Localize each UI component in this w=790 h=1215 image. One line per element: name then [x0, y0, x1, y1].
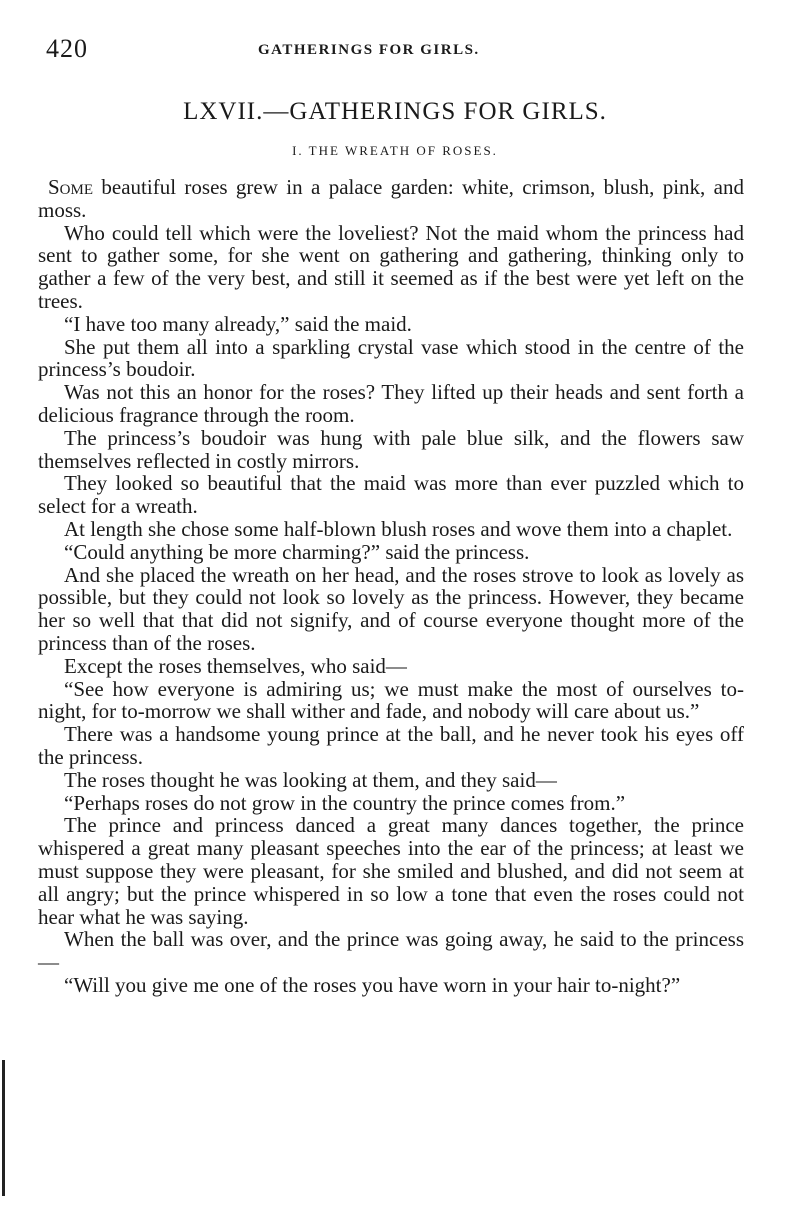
paragraph: “See how everyone is admiring us; we must make the most of ourselves to-night, for to-morrow we shall wither and fade, and nobody will care about us.” — [38, 676, 744, 724]
paragraph: They looked so beautiful that the maid was more than ever puzzled which to select for a wreath. — [38, 471, 744, 519]
body-text — [38, 176, 744, 997]
paragraph: The roses thought he was looking at them, and they said— — [64, 767, 557, 792]
chapter-title: LXVII.—GATHERINGS FOR GIRLS. — [183, 98, 607, 125]
paragraph — [38, 176, 744, 222]
paragraph: The princess’s boudoir was hung with pale blue silk, and the flowers saw themselves reflected in costly mirrors. — [38, 425, 744, 473]
paragraph: And she placed the wreath on her head, and the roses strove to look as lovely as possible, but they could not look so lovely as the princess. However, they became her so well that that did not signify, and of course everyone thought more of the princess than of the roses. — [38, 562, 744, 655]
paragraph: Who could tell which were the loveliest? Not the maid whom the princess had sent to gather some, for she went on gathering and gathering, thinking only to gather a few of the very best, and still it seemed as if the best were yet left on the trees. — [38, 220, 744, 313]
paragraph: She put them all into a sparkling crystal vase which stood in the centre of the princess’s boudoir. — [38, 334, 744, 382]
page-edge-mark — [2, 1060, 5, 1196]
page-number: 420 — [46, 34, 88, 63]
paragraph: When the ball was over, and the prince was going away, he said to the princess— — [38, 927, 744, 975]
paragraph: “Will you give me one of the roses you have worn in your hair to-night?” — [64, 972, 681, 997]
running-head: GATHERINGS FOR GIRLS. — [258, 42, 480, 58]
paragraph: Except the roses themselves, who said— — [64, 653, 407, 678]
paragraph: The prince and princess danced a great many dances together, the prince whispered a great many pleasant speeches into the ear of the princess; at least we must suppose they were pleasant, for she smiled and blushed, and did not seem at all angry; but the prince whispered in so low a tone that even the roses could not hear what he was saying. — [38, 813, 744, 929]
paragraph-text: beautiful roses grew in a palace garden: white, crimson, blush, pink, and moss. — [38, 175, 744, 222]
paragraph: “I have too many already,” said the maid. — [64, 311, 412, 336]
section-title: I. THE WREATH OF ROSES. — [292, 143, 498, 158]
paragraph: “Could anything be more charming?” said the princess. — [64, 539, 530, 564]
paragraph: At length she chose some half-blown blush roses and wove them into a chaplet. — [64, 516, 733, 541]
paragraph: Was not this an honor for the roses? They lifted up their heads and sent forth a delicious fragrance through the room. — [38, 380, 744, 427]
paragraph: There was a handsome young prince at the ball, and he never took his eyes off the princess. — [38, 722, 744, 769]
page-header — [0, 34, 790, 64]
paragraph: “Perhaps roses do not grow in the country the prince comes from.” — [64, 790, 626, 815]
drop-lead-word: Some — [48, 175, 94, 199]
